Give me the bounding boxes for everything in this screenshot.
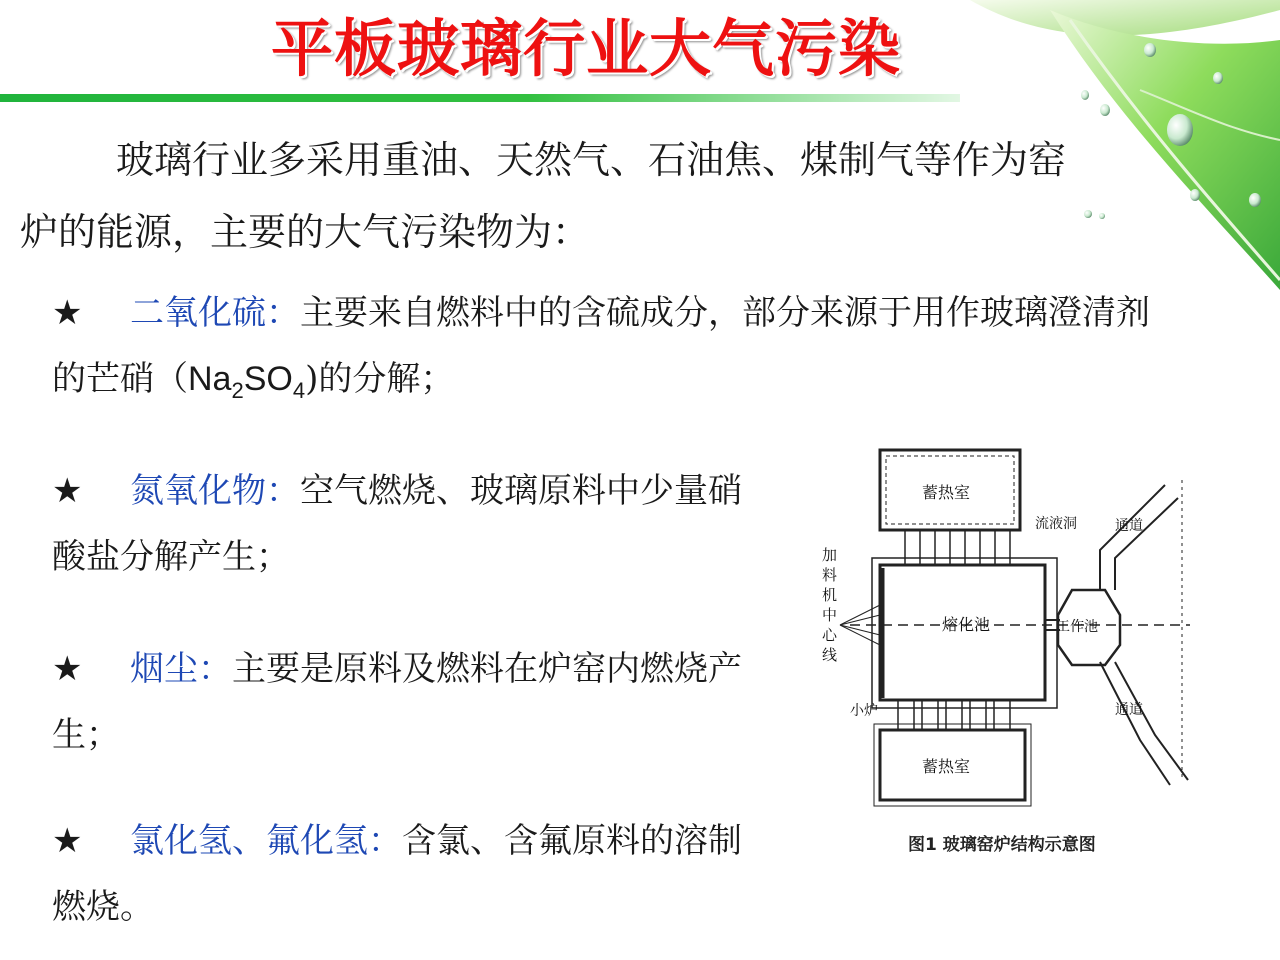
svg-text:中: 中	[822, 606, 838, 624]
label-regenerator-bottom: 蓄热室	[922, 757, 971, 776]
svg-text:料: 料	[822, 566, 838, 584]
bullet-sulfur-dioxide	[52, 280, 1162, 424]
intro-paragraph: 玻璃行业多采用重油、天然气、石油焦、煤制气等作为窑炉的能源，主要的大气污染物为：	[20, 138, 1067, 254]
label-charger-centerline	[822, 546, 838, 664]
svg-text:心: 心	[822, 626, 838, 644]
star-icon: ★	[52, 649, 83, 689]
slide-title: 平板玻璃行业大气污染	[270, 12, 901, 85]
ports-top	[905, 530, 1010, 565]
bullet-smoke-dust	[52, 636, 742, 768]
label-channel-top: 通道	[1115, 518, 1143, 534]
bullet-text: 主要来自燃料中的含硫成分，部分来源于用作玻璃澄清剂的芒硝（	[52, 293, 1150, 399]
label-port: 小炉	[850, 703, 878, 719]
diagram-caption: 图1 玻璃窑炉结构示意图	[908, 835, 1096, 855]
label-throat: 流液洞	[1035, 516, 1077, 532]
bullet-term: 氯化氢、氟化氢：	[130, 821, 402, 861]
label-channel-bottom: 通道	[1115, 702, 1143, 718]
label-melting-tank: 熔化池	[942, 615, 991, 634]
star-icon: ★	[52, 293, 83, 333]
svg-text:线: 线	[822, 646, 838, 664]
label-regenerator-top: 蓄热室	[922, 483, 971, 502]
bullet-term: 氮氧化物：	[130, 471, 300, 511]
bullet-term: 烟尘：	[130, 649, 232, 689]
bullet-text: 含氯、含氟原料的溶制燃烧。	[52, 821, 742, 927]
svg-text:机: 机	[822, 586, 838, 604]
kiln-structure-diagram	[810, 440, 1200, 870]
bullet-text: 空气燃烧、玻璃原料中少量硝酸盐分解产生；	[52, 471, 742, 577]
star-icon: ★	[52, 821, 83, 861]
label-working-tank: 工作池	[1056, 619, 1098, 635]
title-divider	[0, 94, 960, 102]
bullet-term: 二氧化硫：	[130, 293, 300, 333]
star-icon: ★	[52, 471, 83, 511]
bullet-nitrogen-oxides	[52, 458, 742, 590]
ports-bottom	[898, 700, 1010, 730]
svg-text:加: 加	[822, 546, 838, 564]
chemical-formula: $Na_2SO_4$	[188, 360, 306, 403]
bullet-text: 主要是原料及燃料在炉窑内燃烧产生；	[52, 649, 742, 755]
bullet-hcl-hf	[52, 808, 742, 940]
bullet-text-end: )的分解；	[305, 359, 455, 399]
